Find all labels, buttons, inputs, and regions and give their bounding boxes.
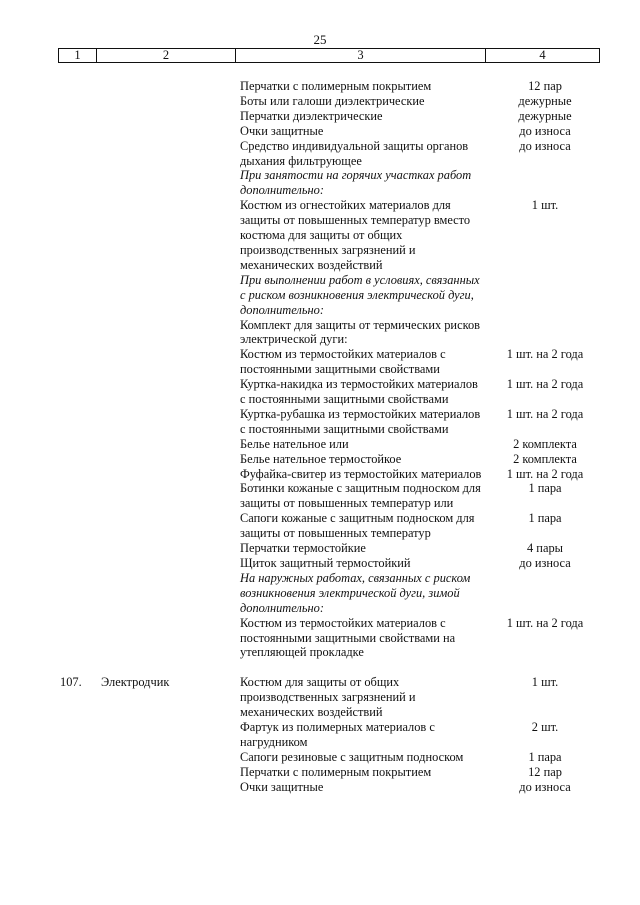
issue-norm: 1 пара [528,511,562,526]
ppe-item-name: Перчатки термостойкие [240,541,366,556]
table-row [0,94,640,109]
ppe-item-name: Костюм из термостойких материалов с постоянными защитными свойствами на утепляющей прокладке [240,615,456,660]
ppe-item-name: Фартук из полимерных материалов с нагрудником [240,720,435,749]
section-condition-note: При выполнении работ в условиях, связанных с риском возникновения электрической дуги, дополнительно: [240,272,480,317]
issue-norm: 1 шт. на 2 года [506,406,584,421]
issue-norm: до износа [519,556,571,570]
ppe-item-name: Куртка-накидка из термостойких материалов с постоянными защитными свойствами [240,377,478,407]
issue-norm: 1 шт. [531,675,559,690]
issue-norm: дежурные [518,93,572,108]
table-row [0,79,640,94]
issue-norm: 1 шт. на 2 года [506,466,584,481]
issue-norm: 1 шт. [531,198,559,213]
ppe-item-name: Костюм из огнестойких материалов для защиты от повышенных температур вместо костюма для защиты от общих производственных загрязнений и механических воздействий [240,198,471,272]
section-condition-note: На наружных работах, связанных с риском возникновения электрической дуги, зимой дополнительно: [240,570,471,615]
issue-norm: 12 пар [528,79,562,93]
issue-norm: 1 шт. на 2 года [506,615,584,630]
table-row [0,437,640,452]
issue-norm: до износа [519,779,571,794]
ppe-item-name: Средство индивидуальной защиты органов дыхания фильтрующее [240,138,469,168]
table-body [0,79,640,795]
issue-norm [482,318,608,348]
column-header-1: 1 [59,49,97,62]
table-row [0,556,640,571]
issue-norm: 2 комплекта [513,436,577,451]
ppe-item-name: Очки защитные [240,779,324,794]
ppe-item-name: Костюм из термостойких материалов с постоянными защитными свойствами [240,347,446,377]
ppe-item-name: Боты или галоши диэлектрические [240,93,425,108]
issue-norm: дежурные [518,108,572,123]
ppe-item-name: Куртка-рубашка из термостойких материалов с постоянными защитными свойствами [240,406,481,436]
table-row [0,481,640,511]
ppe-item-name: Перчатки диэлектрические [240,108,383,123]
table-row [0,675,640,720]
issue-norm [482,273,608,318]
issue-norm: до износа [519,123,571,138]
table-row [0,124,640,139]
profession-name: Электродчик [101,675,170,690]
table-row [0,467,640,482]
ppe-item-name: Щиток защитный термостойкий [240,556,411,570]
ppe-item-name: Перчатки с полимерным покрытием [240,764,432,779]
table-row [0,750,640,765]
issue-norm: 1 пара [528,481,562,496]
ppe-item-name: Перчатки с полимерным покрытием [240,79,432,93]
table-row [0,168,640,198]
ppe-item-name: Белье нательное или [240,436,349,451]
ppe-item-name: Фуфайка-свитер из термостойких материалов [240,466,482,481]
ppe-item-name: Сапоги кожаные с защитным подноском для защиты от повышенных температур [240,511,475,541]
issue-norm: 12 пар [528,764,562,779]
table-row [0,139,640,169]
ppe-item-name: Сапоги резиновые с защитным подноском [240,749,464,764]
column-header-4: 4 [539,48,546,62]
table-row [0,273,640,318]
table-row [0,407,640,437]
ppe-item-name: Очки защитные [240,123,324,138]
ppe-item-name: Комплект для защиты от термических рисков электрической дуги: [240,317,481,347]
issue-norm: 1 шт. на 2 года [506,377,584,392]
table-row [0,571,640,616]
table-row [0,452,640,467]
ppe-item-name: Белье нательное термостойкое [240,451,402,466]
issue-norm: 1 шт. на 2 года [506,347,584,362]
column-header-table [58,48,600,63]
table-row [0,780,640,795]
section-condition-note: При занятости на горячих участках работ дополнительно: [240,168,472,198]
table-row [0,720,640,750]
table-row [0,765,640,780]
issue-norm [482,571,608,616]
column-header-2: 2 [97,49,236,62]
table-row [0,347,640,377]
page-number: 25 [313,32,327,47]
column-header-3: 3 [236,49,486,62]
issue-norm: 2 комплекта [513,451,577,466]
issue-norm: 1 пара [528,749,562,764]
table-row [0,318,640,348]
issue-norm [482,168,608,198]
issue-norm: 2 шт. [531,720,559,735]
table-row [0,616,640,661]
ppe-item-name: Костюм для защиты от общих производственных загрязнений и механических воздействий [240,675,416,720]
table-row [0,198,640,273]
table-row [0,377,640,407]
table-row [0,541,640,556]
row-number: 107. [60,675,82,690]
issue-norm: до износа [519,138,571,153]
table-row [0,511,640,541]
issue-norm: 4 пары [527,541,563,556]
ppe-item-name: Ботинки кожаные с защитным подноском для защиты от повышенных температур или [240,481,481,511]
table-row [0,109,640,124]
